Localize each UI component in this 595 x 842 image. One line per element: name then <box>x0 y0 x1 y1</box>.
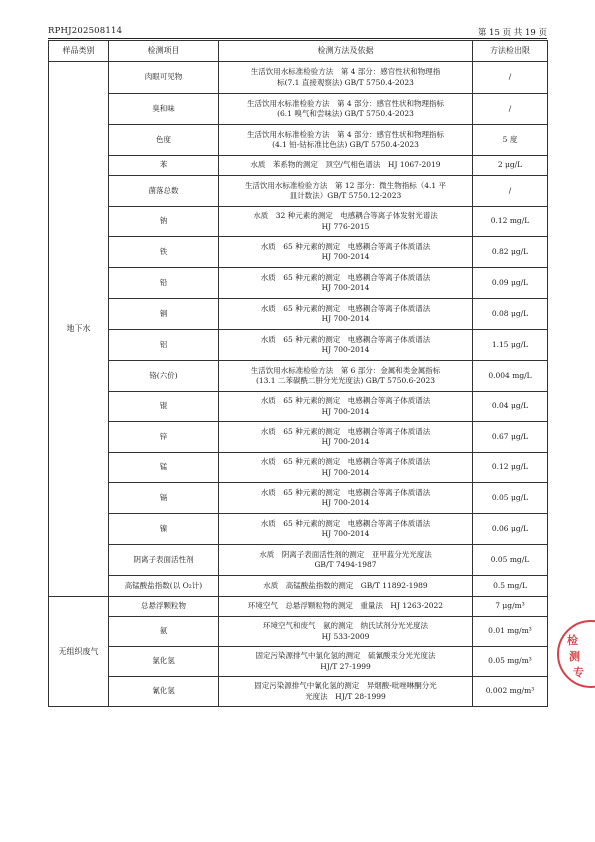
table-header-row <box>49 41 548 62</box>
column-header-category: 样品类别 <box>49 41 109 62</box>
detection-limit-cell: 0.08 μg/L <box>473 299 548 330</box>
method-line: 生活饮用水标准检验方法 第 6 部分：金属和类金属指标 <box>250 365 441 375</box>
table-row <box>49 576 548 597</box>
test-method-cell <box>219 514 473 545</box>
method-line: GB/T 7494-1987 <box>314 560 377 569</box>
test-item-cell: 铜 <box>109 299 219 330</box>
method-line: 水质 阴离子表面活性剂的测定 亚甲蓝分光光度法 <box>259 549 432 559</box>
red-seal-stamp: 检 测 专 <box>557 620 595 688</box>
method-line: 生活饮用水标准检验方法 第 4 部分：感官性状和物理指标 <box>246 129 445 139</box>
header-divider <box>48 38 547 39</box>
test-item-cell: 氨 <box>109 617 219 647</box>
method-line: 生活饮用水标准检验方法 第 12 部分：微生物指标（4.1 平 <box>244 180 447 190</box>
test-method-cell <box>219 268 473 299</box>
detection-limit-cell: 0.12 μg/L <box>473 453 548 483</box>
test-method-cell <box>219 237 473 268</box>
test-item-cell: 肉眼可见物 <box>109 62 219 94</box>
test-method-cell <box>219 207 473 237</box>
method-line: 生活饮用水标准检验方法 第 4 部分：感官性状和物理指标 <box>246 98 445 108</box>
method-line: (6.1 嗅气和尝味法) GB/T 5750.4-2023 <box>277 109 414 118</box>
test-method-cell <box>219 597 473 617</box>
method-line: HJ/T 27-1999 <box>320 661 371 671</box>
test-item-cell: 镍 <box>109 514 219 545</box>
test-method-cell <box>219 299 473 330</box>
method-line: 标(7.1 直接观察法) GB/T 5750.4-2023 <box>277 77 414 87</box>
method-line: 水质 65 种元素的测定 电感耦合等离子体质谱法 <box>260 241 431 251</box>
table-row <box>49 392 548 422</box>
method-line: 水质 苯系物的测定 顶空/气相色谱法 HJ 1067-2019 <box>250 160 441 170</box>
table-row <box>49 422 548 453</box>
table-row <box>49 514 548 545</box>
table-row <box>49 597 548 617</box>
detection-limit-cell: 0.05 μg/L <box>473 483 548 514</box>
test-item-cell: 锟 <box>109 392 219 422</box>
detection-limit-cell: 0.06 μg/L <box>473 514 548 545</box>
test-item-cell: 阴离子表面活性剂 <box>109 545 219 576</box>
table-row <box>49 617 548 647</box>
detection-limit-cell: 0.67 μg/L <box>473 422 548 453</box>
method-line: HJ 700-2014 <box>321 437 370 446</box>
detection-limit-cell: 2 μg/L <box>473 156 548 176</box>
table-row <box>49 176 548 207</box>
detection-limit-cell: 0.09 μg/L <box>473 268 548 299</box>
method-line: 水质 32 种元素的测定 电感耦合等离子体发射光谱法 <box>253 211 438 220</box>
sample-category-cell: 无组织废气 <box>49 597 109 707</box>
method-line: 水质 65 种元素的测定 电感耦合等离子体质谱法 <box>260 457 431 466</box>
table-row <box>49 62 548 94</box>
sample-category-cell: 地下水 <box>49 62 109 597</box>
method-line: (13.1 二苯碳酰二肼分光光度法) GB/T 5750.6-2023 <box>255 376 436 385</box>
test-method-cell <box>219 94 473 125</box>
detection-limit-cell: 0.004 mg/L <box>473 361 548 392</box>
test-method-cell <box>219 361 473 392</box>
detection-limit-cell: 0.04 μg/L <box>473 392 548 422</box>
table-row <box>49 125 548 156</box>
table-row <box>49 483 548 514</box>
detection-limit-cell: 0.05 mg/L <box>473 545 548 576</box>
test-item-cell: 氯化氢 <box>109 647 219 677</box>
test-method-cell <box>219 453 473 483</box>
method-line: HJ 533-2009 <box>321 631 370 641</box>
table-row <box>49 299 548 330</box>
detection-limit-cell: / <box>473 176 548 207</box>
detection-limit-cell: 1.15 μg/L <box>473 330 548 361</box>
test-item-cell: 锰 <box>109 453 219 483</box>
table-row <box>49 677 548 707</box>
method-line: 皿计数法）GB/T 5750.12-2023 <box>289 191 402 200</box>
column-header-limit: 方法检出限 <box>473 41 548 62</box>
test-item-cell: 铬(六价) <box>109 361 219 392</box>
test-item-cell: 色度 <box>109 125 219 156</box>
method-line: 环境空气 总悬浮颗粒物的测定 重量法 HJ 1263-2022 <box>247 601 444 611</box>
test-method-cell <box>219 422 473 453</box>
method-line: HJ 700-2014 <box>321 314 370 323</box>
method-line: HJ 700-2014 <box>321 252 370 261</box>
table-row <box>49 647 548 677</box>
test-item-cell: 钠 <box>109 207 219 237</box>
detection-limit-cell: 0.82 μg/L <box>473 237 548 268</box>
method-line: 光度法 HJ/T 28-1999 <box>305 691 386 701</box>
page-number: 第 15 页 共 19 页 <box>477 28 547 38</box>
test-item-cell: 锌 <box>109 422 219 453</box>
method-line: HJ 776-2015 <box>321 221 370 231</box>
test-item-cell: 铁 <box>109 237 219 268</box>
test-method-cell <box>219 617 473 647</box>
detection-limit-cell: 0.05 mg/m³ <box>473 647 548 677</box>
table-row <box>49 545 548 576</box>
detection-limit-cell: / <box>473 94 548 125</box>
method-line: 水质 65 种元素的测定 电感耦合等离子体质谱法 <box>260 426 431 436</box>
report-number: RPHJ202508114 <box>48 26 123 36</box>
table-row <box>49 268 548 299</box>
method-line: 水质 65 种元素的测定 电感耦合等离子体质谱法 <box>260 334 431 344</box>
detection-limit-cell: 0.002 mg/m³ <box>473 677 548 707</box>
method-line: 水质 65 种元素的测定 电感耦合等离子体质谱法 <box>260 303 431 313</box>
table-row <box>49 156 548 176</box>
test-item-cell: 镉 <box>109 483 219 514</box>
table-row <box>49 237 548 268</box>
test-method-cell <box>219 545 473 576</box>
table-row <box>49 330 548 361</box>
test-item-cell: 高锰酸盐指数(以 O₂计) <box>109 576 219 597</box>
test-method-cell <box>219 62 473 94</box>
test-method-cell <box>219 125 473 156</box>
test-method-cell <box>219 647 473 677</box>
test-item-cell: 菌落总数 <box>109 176 219 207</box>
detection-limit-cell: / <box>473 62 548 94</box>
table-row <box>49 453 548 483</box>
test-method-cell <box>219 677 473 707</box>
test-method-cell <box>219 576 473 597</box>
method-line: HJ 700-2014 <box>321 467 370 477</box>
detection-limit-cell: 0.01 mg/m³ <box>473 617 548 647</box>
test-method-cell <box>219 483 473 514</box>
method-line: 水质 65 种元素的测定 电感耦合等离子体质谱法 <box>260 272 431 282</box>
column-header-method: 检测方法及依据 <box>219 41 473 62</box>
method-line: HJ 700-2014 <box>321 406 370 416</box>
detection-limit-cell: 7 μg/m³ <box>473 597 548 617</box>
method-line: 水质 高锰酸盐指数的测定 GB/T 11892-1989 <box>263 580 428 590</box>
method-line: 环境空气和废气 氨的测定 纳氏试剂分光光度法 <box>263 621 428 630</box>
test-method-cell <box>219 156 473 176</box>
test-item-cell: 苯 <box>109 156 219 176</box>
test-item-cell: 臭和味 <box>109 94 219 125</box>
test-method-cell <box>219 392 473 422</box>
table-row <box>49 361 548 392</box>
method-line: 水质 65 种元素的测定 电感耦合等离子体质谱法 <box>260 487 431 497</box>
method-line: (4.1 铂-钴标准比色法) GB/T 5750.4-2023 <box>272 140 419 149</box>
test-item-cell: 总悬浮颗粒物 <box>109 597 219 617</box>
test-item-cell: 铝 <box>109 330 219 361</box>
detection-limit-cell: 5 度 <box>473 125 548 156</box>
test-item-cell: 氰化氢 <box>109 677 219 707</box>
method-line: HJ 700-2014 <box>321 283 370 292</box>
method-line: HJ 700-2014 <box>321 345 370 354</box>
table-row <box>49 207 548 237</box>
test-item-cell: 铅 <box>109 268 219 299</box>
table-body <box>49 62 548 707</box>
table-row <box>49 94 548 125</box>
method-line: 生活饮用水标准检验方法 第 4 部分：感官性状和物理指 <box>250 67 441 76</box>
test-method-cell <box>219 176 473 207</box>
test-methods-table <box>48 40 548 707</box>
method-line: 水质 65 种元素的测定 电感耦合等离子体质谱法 <box>260 518 431 528</box>
method-line: HJ 700-2014 <box>321 498 370 507</box>
method-line: 水质 65 种元素的测定 电感耦合等离子体质谱法 <box>260 396 431 405</box>
detection-limit-cell: 0.12 mg/L <box>473 207 548 237</box>
method-line: 固定污染源排气中氰化氢的测定 异烟酸-吡唑啉酮分光 <box>254 681 437 690</box>
method-line: 固定污染源排气中氯化氢的测定 硫氰酸汞分光光度法 <box>255 651 436 660</box>
detection-limit-cell: 0.5 mg/L <box>473 576 548 597</box>
column-header-item: 检测项目 <box>109 41 219 62</box>
method-line: HJ 700-2014 <box>321 529 370 538</box>
test-method-cell <box>219 330 473 361</box>
